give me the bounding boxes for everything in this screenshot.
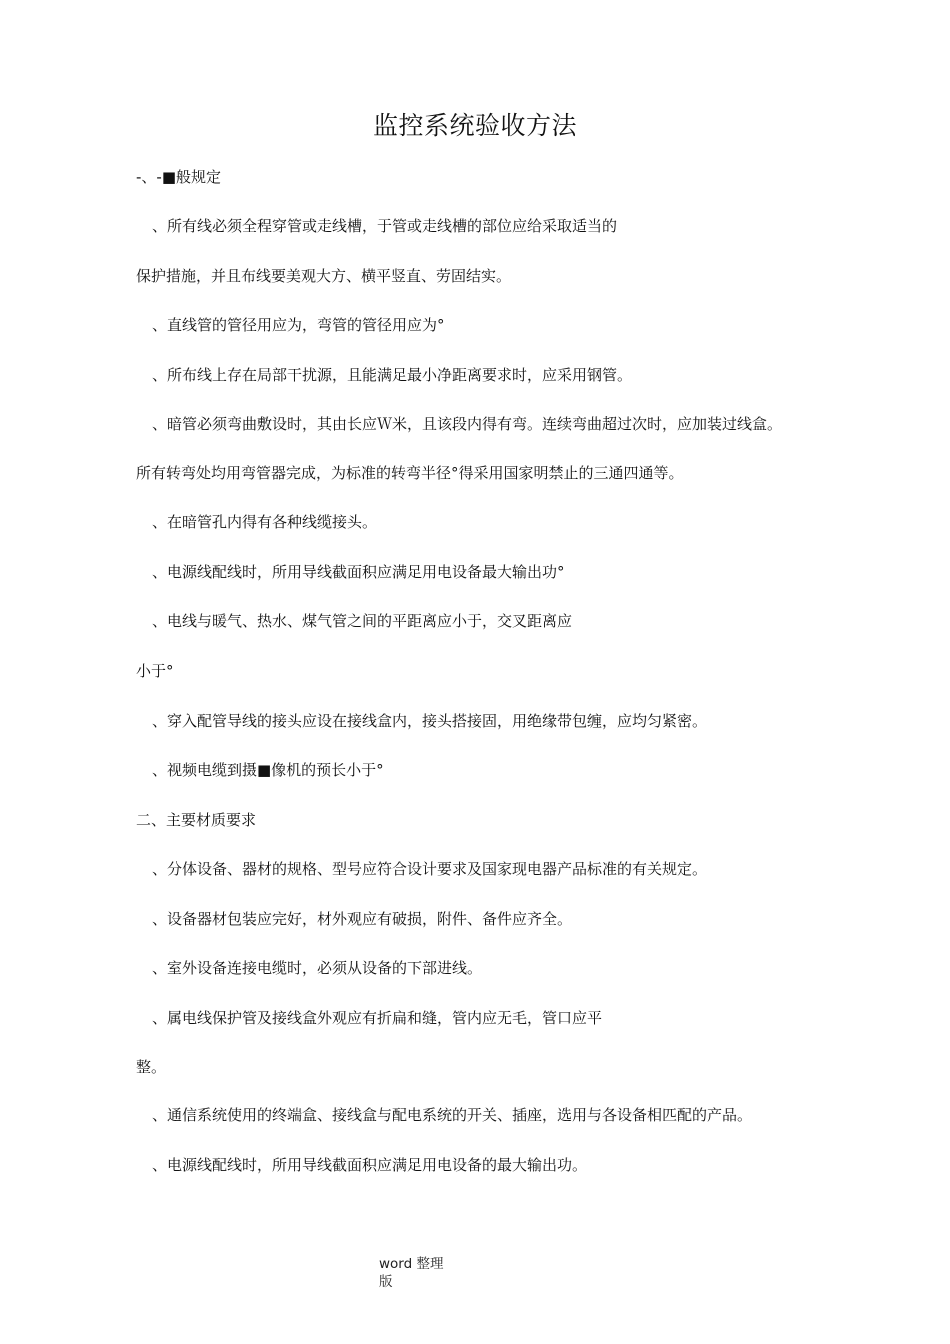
paragraph-line: 、通信系统使用的终端盒、接线盒与配电系统的开关、插座，选用与各设备相匹配的产品。 — [152, 1106, 753, 1124]
paragraph-line: 、分体设备、器材的规格、型号应符合设计要求及国家现电器产品标准的有关规定。 — [152, 860, 708, 878]
paragraph-line: 整。 — [136, 1058, 167, 1076]
section-heading: -、-■般规定 — [136, 168, 221, 186]
paragraph-line: 、电源线配线时，所用导线截面积应满足用电设备的最大输出功。 — [152, 1156, 588, 1174]
document-title: 监控系统验收方法 — [372, 111, 577, 140]
paragraph-line: 、电源线配线时，所用导线截面积应满足用电设备最大输出功° — [152, 563, 565, 581]
paragraph-line: 、直线管的管径用应为，弯管的管径用应为° — [152, 316, 445, 334]
paragraph-line: 、室外设备连接电缆时，必须从设备的下部进线。 — [152, 959, 483, 977]
paragraph-line: 、暗管必须弯曲敷设时，其由长应Ｗ米，且该段内得有弯。连续弯曲超过次时，应加装过线盒。 — [152, 415, 783, 433]
paragraph-line: 所有转弯处均用弯管器完成，为标准的转弯半径°得采用国家明禁止的三通四通等。 — [136, 464, 684, 482]
paragraph-line: 、在暗管孔内得有各种线缆接头。 — [152, 513, 378, 531]
paragraph-line: 、所布线上存在局部干扰源，且能满足最小净距离要求时，应采用钢管。 — [152, 366, 633, 384]
paragraph-line: 、穿入配管导线的接头应设在接线盒内，接头搭接固，用绝缘带包缠，应均匀紧密。 — [152, 712, 708, 730]
paragraph-line: 、属电线保护管及接线盒外观应有折扁和缝，管内应无毛，管口应平 — [152, 1009, 603, 1027]
section-heading: 二、主要材质要求 — [136, 811, 257, 829]
paragraph-line: 保护措施，并且布线要美观大方、横平竖直、劳固结实。 — [136, 267, 512, 285]
paragraph-line: 、电线与暖气、热水、煤气管之间的平距离应小于，交叉距离应 — [152, 612, 573, 630]
footer-line: word 整理 — [379, 1256, 444, 1272]
paragraph-line: 小于° — [136, 662, 174, 680]
paragraph-line: 、设备器材包装应完好，材外观应有破损，附件、备件应齐全。 — [152, 910, 573, 928]
paragraph-line: 、视频电缆到摄■像机的预长小于° — [152, 761, 384, 779]
paragraph-line: 、所有线必须全程穿管或走线槽，于管或走线槽的部位应给采取适当的 — [152, 217, 618, 235]
footer-line: 版 — [379, 1274, 393, 1290]
page-footer — [379, 1255, 443, 1291]
